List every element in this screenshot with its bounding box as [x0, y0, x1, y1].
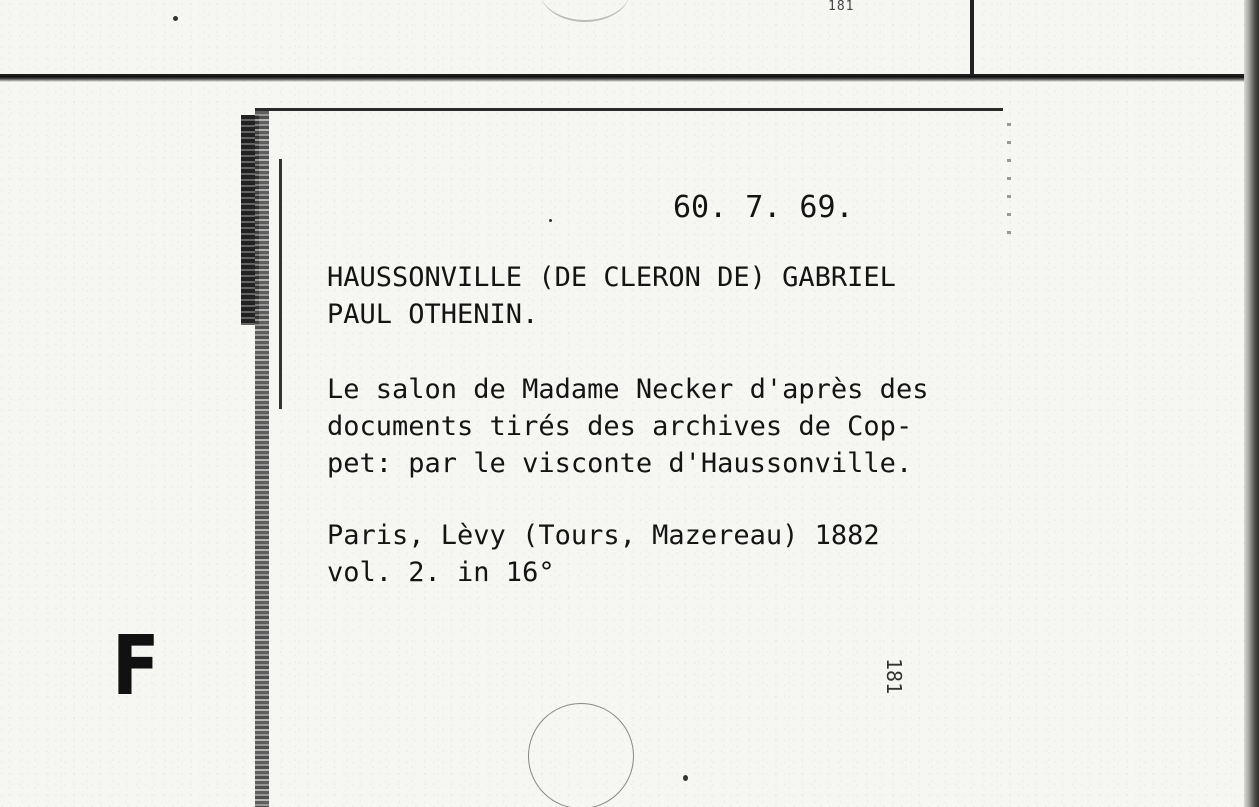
ink-speck — [173, 16, 178, 21]
card-right-edge-ticks — [1007, 123, 1011, 243]
top-card-punch-hole-arc — [540, 0, 630, 22]
card-punch-hole — [528, 703, 634, 807]
top-card-bottom-edge — [0, 74, 1245, 82]
top-card-vertical-rule — [970, 0, 974, 78]
title-description: Le salon de Madame Necker d'après des documents tirés des archives de Cop- pet: par le visconte d'Haussonville. — [327, 374, 929, 479]
imprint-details: Paris, Lèvy (Tours, Mazereau) 1882 vol. 2. in 16° — [327, 520, 880, 588]
shelf-mark-letter: F — [112, 619, 160, 714]
card-left-edge — [255, 111, 269, 807]
scan-right-edge — [1244, 0, 1259, 807]
catalog-card — [255, 108, 1003, 807]
card-stamp-mark: 181 — [882, 658, 906, 695]
author-heading: HAUSSONVILLE (DE CLERON DE) GABRIEL PAUL OTHENIN. — [327, 262, 896, 330]
card-margin-rule — [279, 159, 282, 409]
ink-speck — [683, 775, 688, 781]
ink-speck — [549, 219, 552, 222]
accession-number: 60. 7. 69. — [673, 190, 854, 225]
top-card-stamp-mark: 181 — [828, 0, 855, 14]
